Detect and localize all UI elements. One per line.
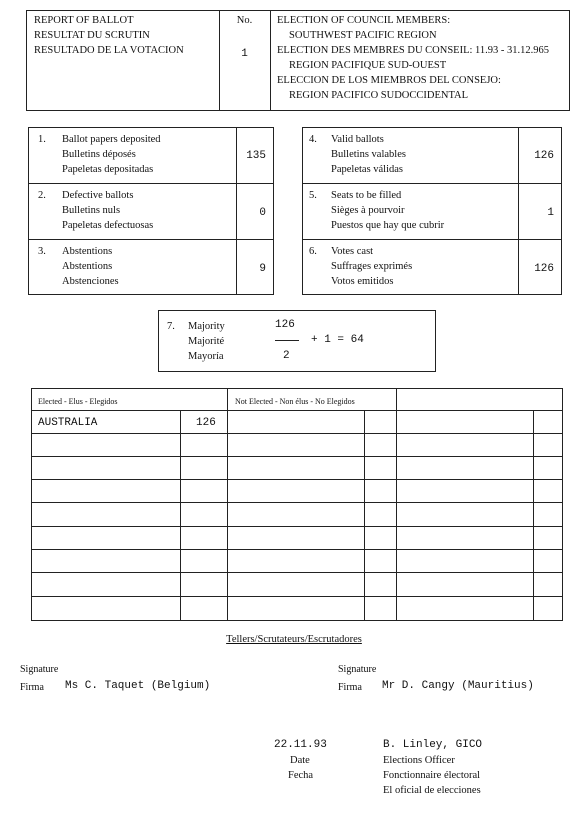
count-row-4-labels — [331, 132, 406, 177]
count-label-en: Ballot papers deposited — [62, 134, 161, 145]
majority-label-es: Mayoría — [188, 351, 224, 362]
count-row-5 — [309, 188, 317, 203]
majority-number: 7. — [167, 321, 175, 332]
elected-votes: 126 — [196, 417, 216, 429]
header-divider-2 — [270, 10, 271, 111]
election-region-fr: REGION PACIFIQUE SUD-OUEST — [289, 60, 447, 71]
elected-name: AUSTRALIA — [38, 417, 98, 429]
count-value-4: 126 — [534, 150, 554, 162]
count-label-en: Seats to be filled — [331, 190, 402, 201]
teller-right-sig-label: Signature — [338, 664, 377, 675]
count-number: 6. — [309, 246, 317, 257]
date-label-en: Date — [290, 755, 310, 766]
count-number: 3. — [38, 246, 46, 257]
majority-formula: + 1 = 64 — [311, 334, 364, 346]
election-title-en: ELECTION OF COUNCIL MEMBERS: — [277, 15, 451, 26]
election-region-es: REGION PACIFICO SUDOCCIDENTAL — [289, 90, 469, 101]
election-title-fr: ELECTION DES MEMBRES DU CONSEIL: 11.93 - 31.12.965 — [277, 45, 550, 56]
tellers-title — [0, 632, 588, 647]
results-row-line — [31, 549, 563, 550]
count-row-2 — [38, 188, 46, 203]
election-region-en: SOUTHWEST PACIFIC REGION — [289, 30, 437, 41]
majority-label-fr: Majorité — [188, 336, 225, 347]
not-elected-header: Not Elected - Non élus - No Elegidos — [235, 397, 355, 406]
results-row-line — [31, 596, 563, 597]
count-label-fr: Bulletins valables — [331, 149, 406, 160]
results-header-line — [31, 410, 563, 411]
results-col-divider-main — [227, 388, 228, 621]
elected-header: Elected - Elus - Elegidos — [38, 397, 118, 406]
count-value-3: 9 — [259, 263, 266, 275]
ballot-number-label: No. — [236, 15, 253, 26]
count-value-6: 126 — [534, 263, 554, 275]
count-label-fr: Abstentions — [62, 261, 113, 272]
election-title-es: ELECCION DE LOS MIEMBROS DEL CONSEJO: — [277, 75, 501, 86]
report-title-en: REPORT OF BALLOT — [34, 15, 134, 26]
count-value-5: 1 — [547, 207, 554, 219]
count-label-fr: Suffrages exprimés — [331, 261, 413, 272]
results-col-divider-mid-2 — [396, 388, 397, 621]
results-row-line — [31, 433, 563, 434]
teller-right-firma-label: Firma — [338, 682, 362, 693]
count-number: 2. — [38, 190, 46, 201]
officer-title-block — [383, 753, 481, 798]
count-row-4 — [309, 132, 317, 147]
officer-title-en: Elections Officer — [383, 755, 455, 766]
results-row-line — [31, 526, 563, 527]
teller-left-firma-label: Firma — [20, 682, 44, 693]
results-col-divider-mid — [364, 411, 365, 621]
count-label-es: Puestos que hay que cubrir — [331, 220, 445, 231]
count-row-3-labels — [62, 244, 119, 289]
counts-left-row-line-1 — [28, 183, 274, 184]
count-row-6 — [309, 244, 317, 259]
teller-left-sig-label: Signature — [20, 664, 59, 675]
results-col-divider-right — [533, 411, 534, 621]
report-title-es: RESULTADO DE LA VOTACION — [34, 45, 184, 56]
date-label-es: Fecha — [288, 770, 314, 781]
count-value-1: 135 — [246, 150, 266, 162]
count-label-es: Abstenciones — [62, 276, 119, 287]
results-row-line — [31, 572, 563, 573]
count-row-6-labels — [331, 244, 412, 289]
count-label-fr: Bulletins nuls — [62, 205, 121, 216]
count-row-1-labels — [62, 132, 161, 177]
count-label-fr: Bulletins déposés — [62, 149, 136, 160]
count-number: 4. — [309, 134, 317, 145]
majority-label-en: Majority — [188, 321, 225, 332]
officer-name: B. Linley, GICO — [383, 739, 483, 751]
teller-right-name: Mr D. Cangy (Mauritius) — [382, 680, 534, 692]
count-number: 1. — [38, 134, 46, 145]
tellers-title-text: Tellers/Scrutateurs/Escrutadores — [226, 634, 362, 645]
count-row-1 — [38, 132, 46, 147]
officer-title-es: El oficial de elecciones — [383, 785, 481, 796]
count-label-en: Votes cast — [331, 246, 374, 257]
count-label-es: Papeletas defectuosas — [62, 220, 154, 231]
majority-labels — [188, 319, 225, 364]
majority-numerator: 126 — [275, 319, 295, 331]
teller-left-name: Ms C. Taquet (Belgium) — [65, 680, 211, 692]
results-col-elected-votes — [180, 411, 181, 621]
majority-denominator: 2 — [283, 350, 290, 362]
election-block — [277, 13, 569, 103]
date-value: 22.11.93 — [274, 739, 327, 751]
count-row-5-labels — [331, 188, 444, 233]
count-label-es: Papeletas válidas — [331, 164, 404, 175]
results-row-line — [31, 502, 563, 503]
count-number: 5. — [309, 190, 317, 201]
count-row-3 — [38, 244, 46, 259]
results-table — [31, 388, 563, 621]
ballot-number-value: 1 — [241, 48, 248, 60]
count-label-en: Abstentions — [62, 246, 113, 257]
count-label-es: Papeletas depositadas — [62, 164, 154, 175]
fraction-bar — [275, 340, 299, 341]
counts-right-row-line-1 — [302, 183, 562, 184]
counts-right-row-line-2 — [302, 239, 562, 240]
results-row-line — [31, 456, 563, 457]
officer-title-fr: Fonctionnaire électoral — [383, 770, 481, 781]
report-title-fr: RESULTAT DU SCRUTIN — [34, 30, 150, 41]
count-value-2: 0 — [259, 207, 266, 219]
count-label-en: Defective ballots — [62, 190, 134, 201]
report-title-block — [34, 13, 184, 58]
counts-left-row-line-2 — [28, 239, 274, 240]
results-row-line — [31, 479, 563, 480]
count-label-en: Valid ballots — [331, 134, 384, 145]
count-label-es: Votos emitidos — [331, 276, 394, 287]
count-row-2-labels — [62, 188, 153, 233]
count-label-fr: Sièges à pourvoir — [331, 205, 405, 216]
